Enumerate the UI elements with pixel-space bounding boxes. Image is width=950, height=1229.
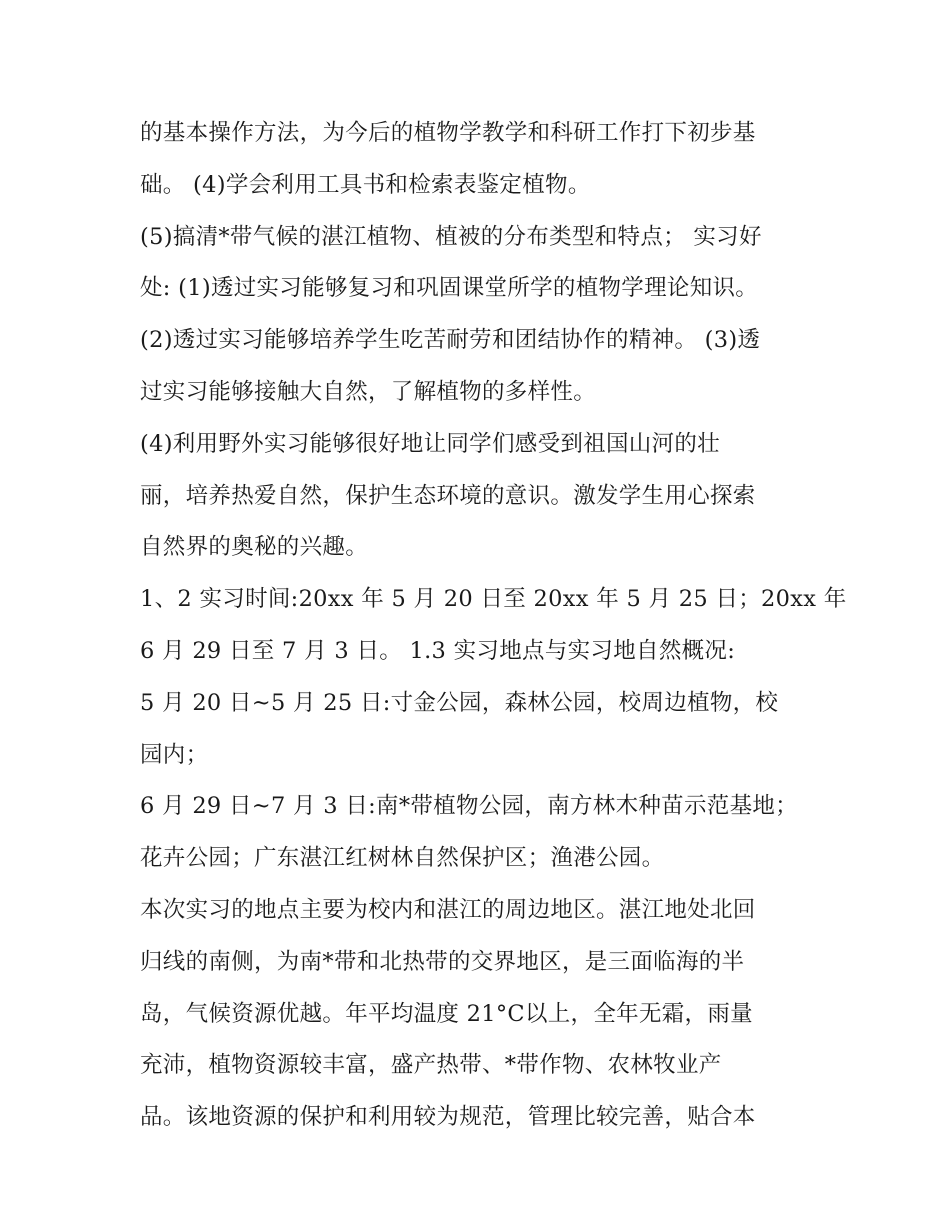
text-line: (5)搞清*带气候的湛江植物、植被的分布类型和特点； 实习好 xyxy=(140,223,762,250)
text-line: 归线的南侧，为南*带和北热带的交界地区，是三面临海的半 xyxy=(140,948,745,975)
text-line: 园内； xyxy=(140,741,209,768)
text-line: 5 月 20 日~5 月 25 日:寸金公园，森林公园，校周边植物，校 xyxy=(140,689,779,716)
text-line: 品。该地资源的保护和利用较为规范，管理比较完善，贴合本 xyxy=(140,1104,756,1131)
text-line: 本次实习的地点主要为校内和湛江的周边地区。湛江地处北回 xyxy=(140,896,756,923)
text-line: 1、2 实习时间:20xx 年 5 月 20 日至 20xx 年 5 月 25 日；20xx 年 xyxy=(140,586,847,613)
text-line: 过实习能够接触大自然，了解植物的多样性。 xyxy=(140,378,597,405)
text-line: 的基本操作方法，为今后的植物学教学和科研工作打下初步基 xyxy=(140,120,756,146)
document-body xyxy=(140,108,847,1144)
text-line: 自然界的奥秘的兴趣。 xyxy=(140,534,369,561)
text-line: 础。 (4)学会利用工具书和检索表鉴定植物。 xyxy=(140,171,591,198)
text-line: 丽，培养热爱自然，保护生态环境的意识。激发学生用心探索 xyxy=(140,482,756,509)
text-line: 充沛，植物资源较丰富，盛产热带、*带作物、农林牧业产 xyxy=(140,1052,722,1079)
text-line: 花卉公园；广东湛江红树林自然保护区；渔港公园。 xyxy=(140,845,665,872)
text-line: 6 月 29 日~7 月 3 日:南*带植物公园，南方林木种苗示范基地； xyxy=(140,793,798,820)
text-line: (4)利用野外实习能够很好地让同学们感受到祖国山河的壮 xyxy=(140,430,720,457)
text-line: 处: (1)透过实习能够复习和巩固课堂所学的植物学理论知识。 xyxy=(140,275,759,302)
text-line: (2)透过实习能够培养学生吃苦耐劳和团结协作的精神。 (3)透 xyxy=(140,327,761,354)
text-line: 6 月 29 日至 7 月 3 日。 1.3 实习地点与实习地自然概况: xyxy=(140,637,736,664)
text-line: 岛，气候资源优越。年平均温度 21°C以上，全年无霜，雨量 xyxy=(140,1000,753,1027)
